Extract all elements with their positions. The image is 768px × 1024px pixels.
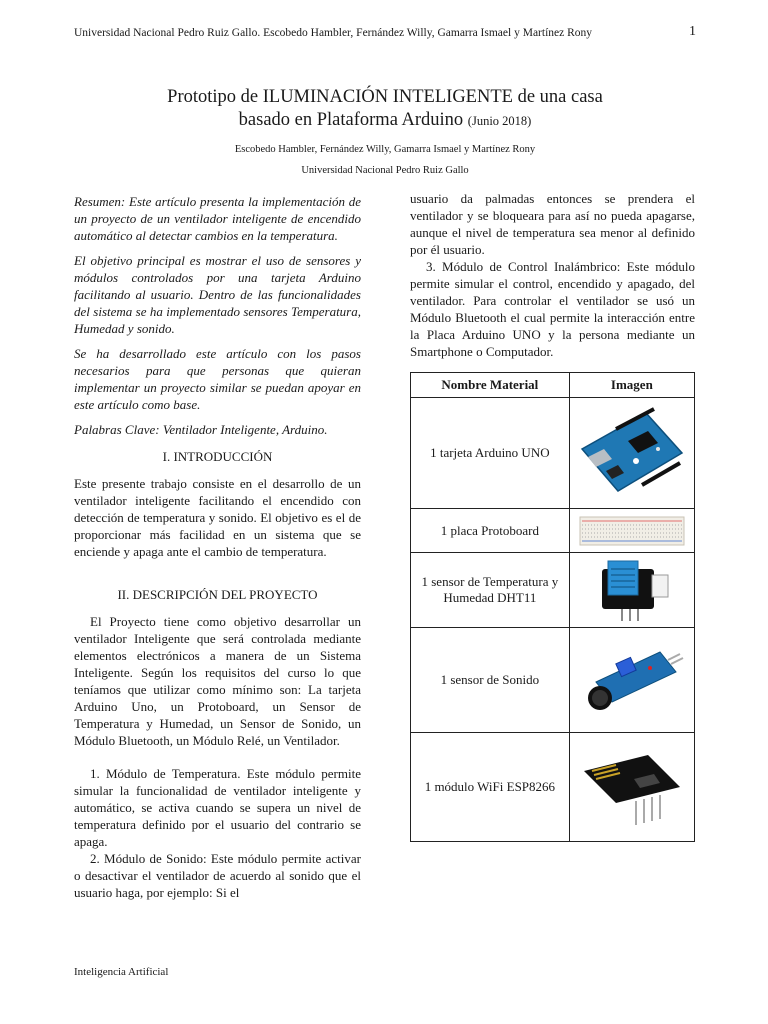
materials-table — [410, 372, 695, 842]
item-sonido-cont: usuario da palmadas entonces se prendera el ventilador y se bloqueara para así no pueda apagarse, aunque el nivel de temperatura sea menor al definido por él usuario. — [410, 191, 695, 257]
abstract-paragraph-1: Resumen: Este artículo presenta la implementación de un proyecto de un ventilador inteligente de encendido automático al detectar cambios en la temperatura. — [74, 194, 361, 243]
column-header-nombre: Nombre Material — [411, 373, 570, 398]
material-name: 1 placa Protoboard — [411, 509, 570, 553]
section-heading-introduccion: I. INTRODUCCIÓN — [162, 449, 273, 464]
paper-title-line-1: Prototipo de ILUMINACIÓN INTELIGENTE de una casa — [167, 87, 603, 107]
material-name: 1 módulo WiFi ESP8266 — [411, 733, 570, 842]
paper-title-line-2-text: basado en Plataforma Arduino — [238, 110, 464, 130]
item-sonido-start: 2. Módulo de Sonido: Este módulo permite activar o desactivar el ventilador de acuerdo al sonido que el usuario haga, por ejemplo: Si el — [74, 851, 361, 900]
introduccion-text: Este presente trabajo consiste en el desarrollo de un ventilador inteligente facilitando el encendido con detección de temperatura y sonido. El objetivo es el de proporcionar más facilidad en un sistema que se enciende y apaga ante el cambio de temperatura. — [74, 476, 361, 559]
material-name: 1 sensor de Sonido — [411, 628, 570, 733]
descripcion-intro: El Proyecto tiene como objetivo desarrollar un ventilador Inteligente que será controlada mediante elementos electrónicos a manera de un Sistema Inteligente. Según los requisitos del curso lo que teníamos que utilizar como mínimo son: La tarjeta Arduino Uno, un Protoboard, un Sensor de Temperatura y Humedad, un Sensor de Sonido, un Módulo Bluetooth, un Módulo Relé, un Ventilador. — [74, 614, 361, 748]
table-row — [411, 509, 695, 553]
material-name: 1 tarjeta Arduino UNO — [411, 398, 570, 509]
table-row — [411, 553, 695, 628]
abstract-paragraph-2: El objetivo principal es mostrar el uso de sensores y módulos controlados por una tarjeta Arduino facilitando al usuario. Dentro de las funcionalidades del sistema se ha implementado sensores Temperatura, Humedad y sonido. — [74, 253, 361, 336]
table-row — [411, 628, 695, 733]
keywords: Palabras Clave: Ventilador Inteligente, Arduino. — [74, 422, 328, 437]
title-block — [74, 86, 696, 176]
table-row — [411, 398, 695, 509]
arduino-uno-board-icon — [576, 405, 688, 501]
left-column — [74, 193, 361, 901]
authors: Escobedo Hambler, Fernández Willy, Gamarra Ismael y Martínez Rony — [234, 144, 536, 155]
column-header-imagen: Imagen — [569, 373, 694, 398]
affiliation: Universidad Nacional Pedro Ruiz Gallo — [301, 165, 469, 176]
table-header-row — [411, 373, 695, 398]
paper-title-line-2 — [74, 109, 696, 133]
esp8266-module-icon — [576, 741, 688, 833]
right-column — [410, 190, 695, 360]
item-temperatura: 1. Módulo de Temperatura. Este módulo permite simular la funcionalidad de ventilador inteligente y automático, se activa cuando se supera un nivel de temperatura definido por el usuario del contrario se apaga. — [74, 766, 361, 849]
page-number: 1 — [689, 24, 696, 39]
dht11-sensor-icon — [592, 557, 672, 623]
material-name: 1 sensor de Temperatura y Humedad DHT11 — [411, 553, 570, 628]
abstract-paragraph-3: Se ha desarrollado este artículo con los pasos necesarios para que personas que quieran implementar un proyecto similar se puedan apoyar en este artículo como base. — [74, 346, 361, 412]
table-row — [411, 733, 695, 842]
breadboard-icon — [576, 513, 688, 549]
section-heading-descripcion: II. DESCRIPCIÓN DEL PROYECTO — [117, 587, 318, 602]
item-control-inalambrico: 3. Módulo de Control Inalámbrico: Este módulo permite simular el control, encendido y apagado, del ventilador. Para controlar el ventilador se usó un Módulo Bluetooth el cual permite la interacción entre la Placa Arduino UNO y la persona mediante un Smartphone o Computador. — [410, 259, 695, 359]
sound-sensor-icon — [576, 638, 688, 722]
page-footer: Inteligencia Artificial — [74, 966, 169, 978]
running-head-text: Universidad Nacional Pedro Ruiz Gallo. Escobedo Hambler, Fernández Willy, Gamarra Ismael y Martínez Rony — [74, 27, 593, 39]
paper-date: (Junio 2018) — [467, 114, 532, 128]
